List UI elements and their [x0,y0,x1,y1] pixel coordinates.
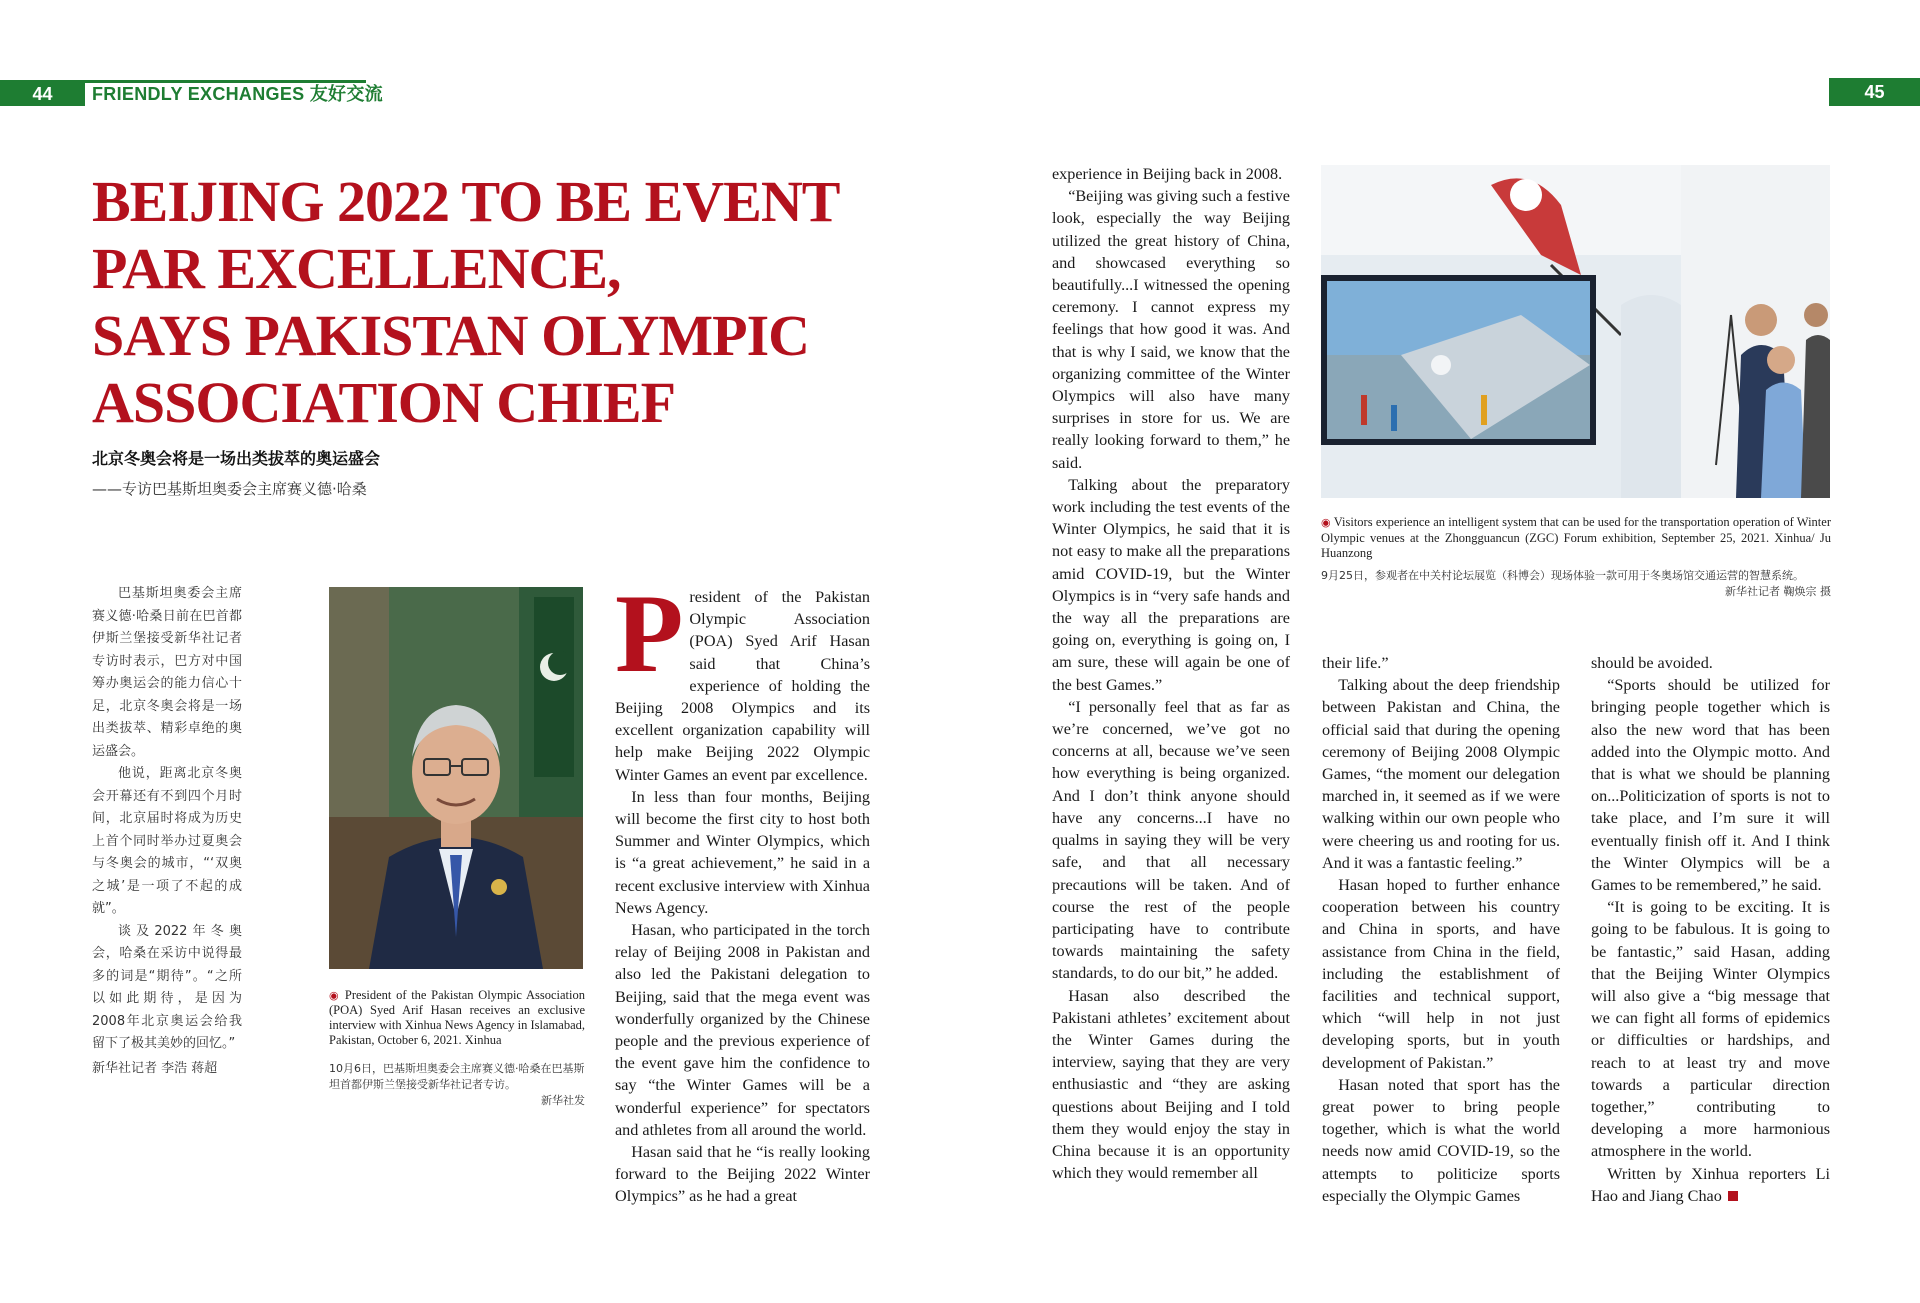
portrait-caption-text: President of the Pakistan Olympic Association (POA) Syed Arif Hasan receives an exclusive interview with Xinhua News Agency in Islamabad, Pakistan, October 6, 2021. Xinhua [329,988,585,1047]
drop-cap: P [615,572,684,696]
article-paragraph: Talking about the deep friendship between Pakistan and China, the official said that during the opening ceremony of Beijing 2008 Olympic Games, “the moment our delegation marched in, it seemed as if we were walking within our own people who were cheering us and rooting for us. And it was a fantastic feeling.” [1322,676,1560,872]
headline-line-4: ASSOCIATION CHIEF [92,370,675,435]
portrait-caption-chinese-credit: 新华社发 [541,1094,585,1107]
exhibition-caption-text: Visitors experience an intelligent system that can be used for the transportation operation of Winter Olympic venues at the Zhongguancun (ZGC) Forum exhibition, September 25, 2021. Xinhua/ Ju Huanzong [1321,515,1831,560]
headline-line-3: SAYS PAKISTAN OLYMPIC [92,303,810,368]
exhibition-caption [1321,515,1831,562]
article-paragraph: Hasan also described the Pakistani athletes’ excitement about the Winter Games during the interview, saying that they are very enthusiastic and “they are asking questions about Beijing and I told them they would enjoy the stay in China because it is an opportunity which they would remember all [1052,986,1290,1183]
exhibition-caption-chinese [1321,568,1831,600]
article-paragraph: Hasan noted that sport has the great power to bring people together, which is what the world needs now amid COVID-19, so the attempts to politicize sports especially the Olympic Games [1322,1075,1560,1205]
article-paragraph [615,572,870,786]
article-paragraph: their life.” [1322,654,1389,672]
section-label: FRIENDLY EXCHANGES 友好交流 [92,84,383,104]
article-paragraph: “Beijing was giving such a festive look, especially the way Beijing utilized the great history of China, and showcased everything so beautifully...I witnessed the opening ceremony. I cannot express my feelings that how good it was. And that is why I said, we know that the organizing committee of the Winter Olympics will also have many surprises in store for us. We are really looking forward to them,” he said. [1052,187,1290,472]
article-paragraph: experience in Beijing back in 2008. [1052,165,1283,183]
left-page-header [0,80,383,106]
article-paragraph: Talking about the preparatory work including the test events of the Winter Olympics, he said that it is not easy to make all the preparations amid COVID-19, but the Winter Olympics is in “very safe hands and the way all the preparations are going on, everything is going on, I am sure, these will again be one of the best Games.” [1052,475,1290,694]
portrait-illustration [329,587,583,969]
chinese-title: 北京冬奥会将是一场出类拔萃的奥运盛会 [92,449,381,468]
headline [92,168,852,436]
article-paragraph: In less than four months, Beijing will become the first city to host both Summer and Winter Olympics, which is “a great achievement,” he said in a recent exclusive interview with Xinhua News Agency. [615,787,870,917]
article-paragraph: Hasan, who participated in the torch relay of Beijing 2008 in Pakistan and also led the Pakistani delegation to Beijing, said that the mega event was wonderfully organized by the Chinese people and the previous experience of the event gave him the confidence to say “the Winter Games will be a wonderful experience” for spectators and athletes from all around the world. [615,921,870,1139]
article-paragraph: “I personally feel that as far as we’re concerned, we’ve got no concerns at all, because we’ve seen how everything is being organized. And I don’t think anyone should have any concerns...I have no qualms in saying they will be very safe, and that all necessary precautions will be taken. And of course the rest of the people participating have to contribute towards maintaining the safety standards, to do our bit,” he added. [1052,697,1290,983]
article-column-4 [1591,652,1830,1207]
portrait-photo [329,587,583,969]
article-column-3 [1322,652,1560,1207]
caption-mark-icon: ◉ [1321,516,1331,529]
chinese-summary [92,583,242,1080]
chinese-summary-credit: 新华社记者 李浩 蒋超 [92,1060,218,1076]
chinese-summary-paragraph: 巴基斯坦奥委会主席赛义德·哈桑日前在巴首都伊斯兰堡接受新华社记者专访时表示，巴方对中国筹办奥运会的能力信心十足，北京冬奥会将是一场出类拔萃、精彩卓绝的奥运盛会。 [92,586,242,759]
article-paragraph: “Sports should be utilized for bringing people together which is also the new word that has been added into the Olympic motto. And that is what we should be planning on...Politicization of sports is not to take place, and I’m sure it will eventually finish off it. And I think the Winter Olympics will be a Games to be remembered,” he said. [1591,676,1830,895]
exhibition-caption-chinese-credit: 新华社记者 鞠焕宗 摄 [1725,585,1831,598]
chinese-subtitle: ——专访巴基斯坦奥委会主席赛义德·哈桑 [92,480,367,498]
left-page-number: 44 [0,83,85,106]
article-byline [1591,1163,1830,1207]
headline-line-2: PAR EXCELLENCE, [92,236,621,301]
exhibition-caption-chinese-text: 9月25日，参观者在中关村论坛展览（科博会）现场体验一款可用于冬奥场馆交通运营的智慧系统。 [1321,569,1804,582]
article-paragraph: Hasan said that he “is really looking forward to the Beijing 2022 Winter Olympics” as he had a great [615,1143,870,1206]
byline-text: Written by Xinhua reporters Li Hao and Jiang Chao [1591,1164,1830,1205]
article-paragraph: Hasan hoped to further enhance cooperation between his country and China in sports, and have assistance from China in the field, including the establishment of facilities and technical support, which “will help in not just developing sports, but in youth development of Pakistan.” [1322,876,1560,1072]
article-paragraph: “It is going to be exciting. It is going to be fabulous. It is going to be fantastic,” said Hasan, adding that the Beijing Winter Olympics will also give a “big message that we can fight all forms of epidemics or difficulties or hardships, and reach to at least try and move towards a particular direction together,” contributing to developing a more harmonious atmosphere in the world. [1591,898,1830,1161]
caption-mark-icon: ◉ [329,989,341,1002]
exhibition-photo [1321,165,1830,498]
exhibition-illustration [1321,165,1830,498]
portrait-caption-chinese-text: 10月6日，巴基斯坦奥委会主席赛义德·哈桑在巴基斯坦首都伊斯兰堡接受新华社记者专访。 [329,1062,585,1091]
chinese-summary-paragraph: 他说，距离北京冬奥会开幕还有不到四个月时间，北京届时将成为历史上首个同时举办过夏奥会与冬奥会的城市，“‘双奥之城’是一项了不起的成就”。 [92,766,242,916]
right-page-number: 45 [1829,78,1920,106]
article-paragraph: should be avoided. [1591,654,1713,672]
headline-line-1: BEIJING 2022 TO BE EVENT [92,169,840,234]
article-column-1 [615,572,870,1208]
portrait-caption [329,988,585,1048]
article-column-2 [1052,163,1290,1184]
article-lead-text: resident of the Pakistan Olympic Association (POA) Syed Arif Hasan said that China’s experience of holding the Beijing 2008 Olympics and its excellent organization capability will help make Beijing 2022 Olympic Winter Games an event par excellence. [615,588,870,784]
portrait-caption-chinese [329,1061,585,1109]
end-mark-icon [1728,1191,1738,1201]
chinese-summary-paragraph: 谈及2022年冬奥会，哈桑在采访中说得最多的词是“期待”。“之所以如此期待，是因为2008年北京奥运会给我留下了极其美妙的回忆。” [92,923,242,1051]
